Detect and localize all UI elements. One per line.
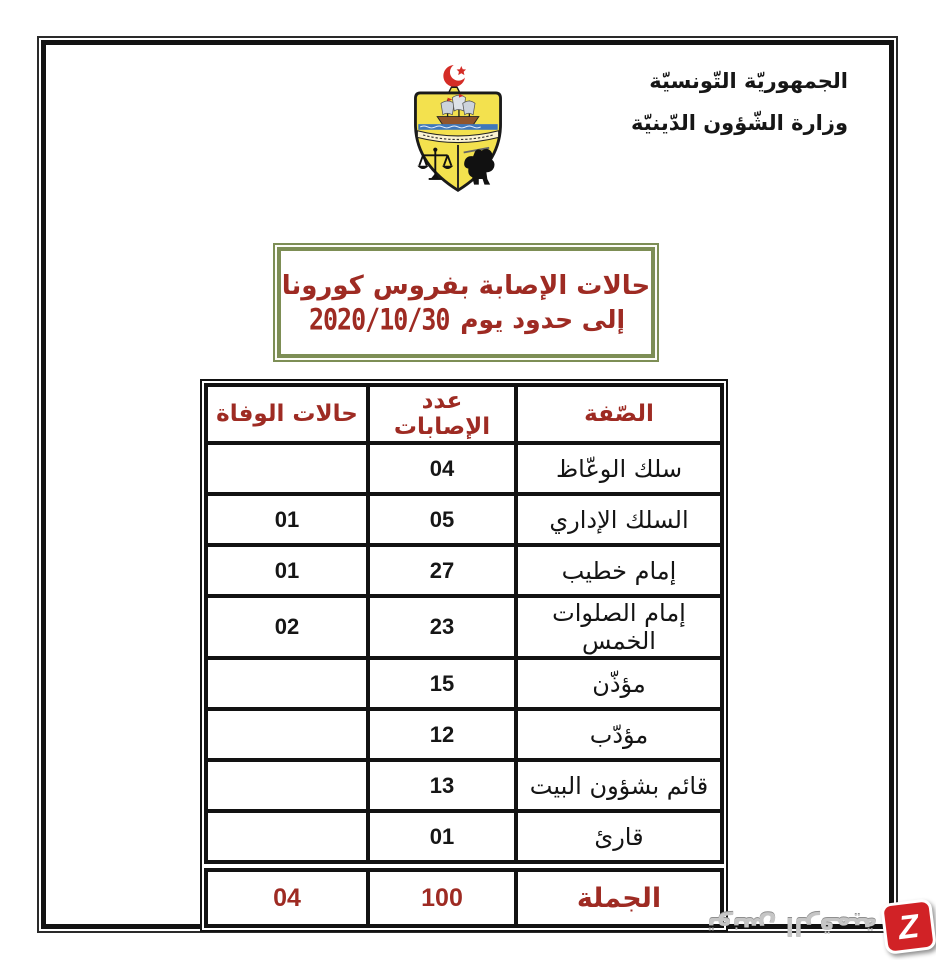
deaths-cell [206, 443, 368, 494]
infections-cell: 23 [368, 596, 516, 658]
cases-table-area [200, 379, 728, 932]
infections-cell: 12 [368, 709, 516, 760]
total-label-cell: الجملة [516, 870, 722, 926]
infections-cell: 13 [368, 760, 516, 811]
deaths-cell [206, 658, 368, 709]
role-cell: قائم بشؤون البيت [516, 760, 722, 811]
letterhead-text-block [631, 60, 848, 144]
deaths-cell [206, 811, 368, 862]
header-role: الصّفة [516, 385, 722, 443]
watermark-logo-icon: Z [880, 898, 936, 955]
role-cell: مؤدّب [516, 709, 722, 760]
infections-cell: 15 [368, 658, 516, 709]
total-infections-cell: 100 [368, 870, 516, 926]
ministry-name: وزارة الشّؤون الدّينيّة [630, 111, 848, 135]
document-date-line [307, 302, 626, 337]
table-row [206, 760, 722, 811]
infections-cell: 27 [368, 545, 516, 596]
deaths-cell [206, 709, 368, 760]
table-row [206, 545, 722, 596]
date-line-prefix: إلى حدود يوم [460, 305, 626, 334]
table-row [206, 443, 722, 494]
document-title: حالات الإصابة بفروس كورونا [281, 271, 651, 301]
watermark-wordmark: تونس الرقمية [706, 912, 877, 941]
table-row [206, 811, 722, 862]
cases-table [204, 383, 724, 864]
header-deaths: حالات الوفاة [206, 385, 368, 443]
role-cell: مؤذّن [516, 658, 722, 709]
header-infections: عدد الإصابات [368, 385, 516, 443]
infections-cell: 05 [368, 494, 516, 545]
title-box-inner [277, 247, 655, 358]
deaths-cell: 01 [206, 494, 368, 545]
total-row [206, 870, 722, 926]
republic-name: الجمهوريّة التّونسيّة [649, 69, 848, 93]
deaths-cell: 01 [206, 545, 368, 596]
table-row [206, 658, 722, 709]
role-cell: سلك الوعّاظ [516, 443, 722, 494]
report-date: 2020/10/30 [308, 302, 450, 337]
table-row [206, 709, 722, 760]
news-site-watermark [707, 901, 935, 952]
table-row [206, 596, 722, 658]
tunisia-coat-of-arms-icon [406, 56, 510, 197]
title-box [273, 243, 659, 362]
total-deaths-cell: 04 [206, 870, 368, 926]
table-header-row [206, 385, 722, 443]
total-table [204, 868, 724, 928]
role-cell: إمام الصلوات الخمس [516, 596, 722, 658]
role-cell: السلك الإداري [516, 494, 722, 545]
table-row [206, 494, 722, 545]
deaths-cell: 02 [206, 596, 368, 658]
infections-cell: 01 [368, 811, 516, 862]
role-cell: قارئ [516, 811, 722, 862]
infections-cell: 04 [368, 443, 516, 494]
deaths-cell [206, 760, 368, 811]
role-cell: إمام خطيب [516, 545, 722, 596]
